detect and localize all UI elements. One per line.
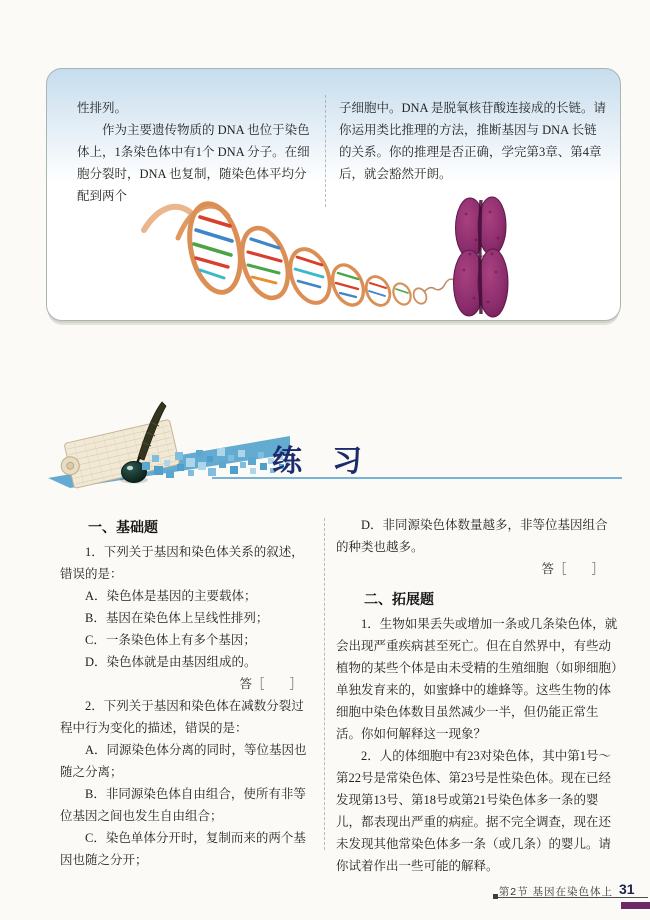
- intro-paragraph: 性排列。: [77, 101, 128, 115]
- intro-paragraph: 作为主要遗传物质的 DNA 也位于染色体上，1条染色体中有1个 DNA 分子。在细胞分裂时，DNA 也复制，随染色体平均分配到两个: [77, 123, 310, 203]
- question-stem: 1．生物如果丢失或增加一条或几条染色体，就会出现严重疾病甚至死亡。但在自然界中，有些动植物的某些个体是由未受精的生殖细胞（如卵细胞）单独发育来的，如蜜蜂中的雄蜂等。这些生物的体细胞中染色体数目虽然减少一半，但仍能正常生活。你如何解释这一现象？: [336, 617, 618, 741]
- option-d: D．染色体就是由基因组成的。: [85, 655, 257, 669]
- exercise-header-decoration: [42, 400, 294, 496]
- footer-page-number-bar: [621, 902, 650, 909]
- option-b: B．基因在染色体上呈线性排列；: [85, 611, 269, 625]
- intro-right-column: [339, 97, 609, 185]
- intro-paragraph: 子细胞中。DNA 是脱氧核苷酸连接成的长链。请你运用类比推理的方法，推断基因与 DNA 长链的关系。你的推理是否正确，学完第3章、第4章后，就会豁然开朗。: [339, 101, 607, 181]
- exercise-left-column: [60, 514, 316, 871]
- option-a: A．同源染色体分离的同时，等位基因也随之分离；: [60, 743, 307, 779]
- question-stem: 2．人的体细胞中有23对染色体，其中第1号～第22号是常染色体、第23号是性染色体。现在已经发现第13号、第18号或第21号染色体多一条的婴儿，都表现出严重的病症。据不完全调查，现在还未发现其他常染色体多一条（或几条）的婴儿。请你试着作出一些可能的解释。: [336, 749, 612, 873]
- answer-bracket: 答［ ］: [541, 562, 604, 576]
- exercise-section-title: 练 习: [272, 445, 362, 478]
- question-stem: 1．下列关于基因和染色体关系的叙述，错误的是：: [60, 545, 304, 581]
- basic-section-heading: 一、基础题: [88, 519, 158, 535]
- option-a: A．染色体是基因的主要载体；: [85, 589, 257, 603]
- title-underline-rule: [212, 477, 622, 479]
- option-b: B．非同源染色体自由组合，使所有非等位基因之间也发生自由组合；: [60, 787, 306, 823]
- option-d: D．非同源染色体数量越多，非等位基因组合的种类也越多。: [336, 518, 608, 554]
- dna-to-chromosome-illustration: [130, 190, 530, 323]
- exercise-right-column: [336, 514, 618, 877]
- footer-section-label: 第2节 基因在染色体上: [498, 886, 613, 898]
- option-c: C．染色单体分开时，复制而来的两个基因也随之分开；: [60, 831, 306, 867]
- extension-section-heading: 二、拓展题: [364, 591, 434, 607]
- chromosome-icon: [454, 197, 509, 317]
- column-divider: [324, 518, 325, 850]
- option-c: C．一条染色体上有多个基因；: [85, 633, 256, 647]
- answer-bracket: 答［ ］: [239, 677, 302, 691]
- dna-helix-icon: [144, 199, 499, 310]
- question-stem: 2．下列关于基因和染色体在减数分裂过程中行为变化的描述，错误的是：: [60, 699, 304, 735]
- footer-page-number: 31: [619, 881, 635, 897]
